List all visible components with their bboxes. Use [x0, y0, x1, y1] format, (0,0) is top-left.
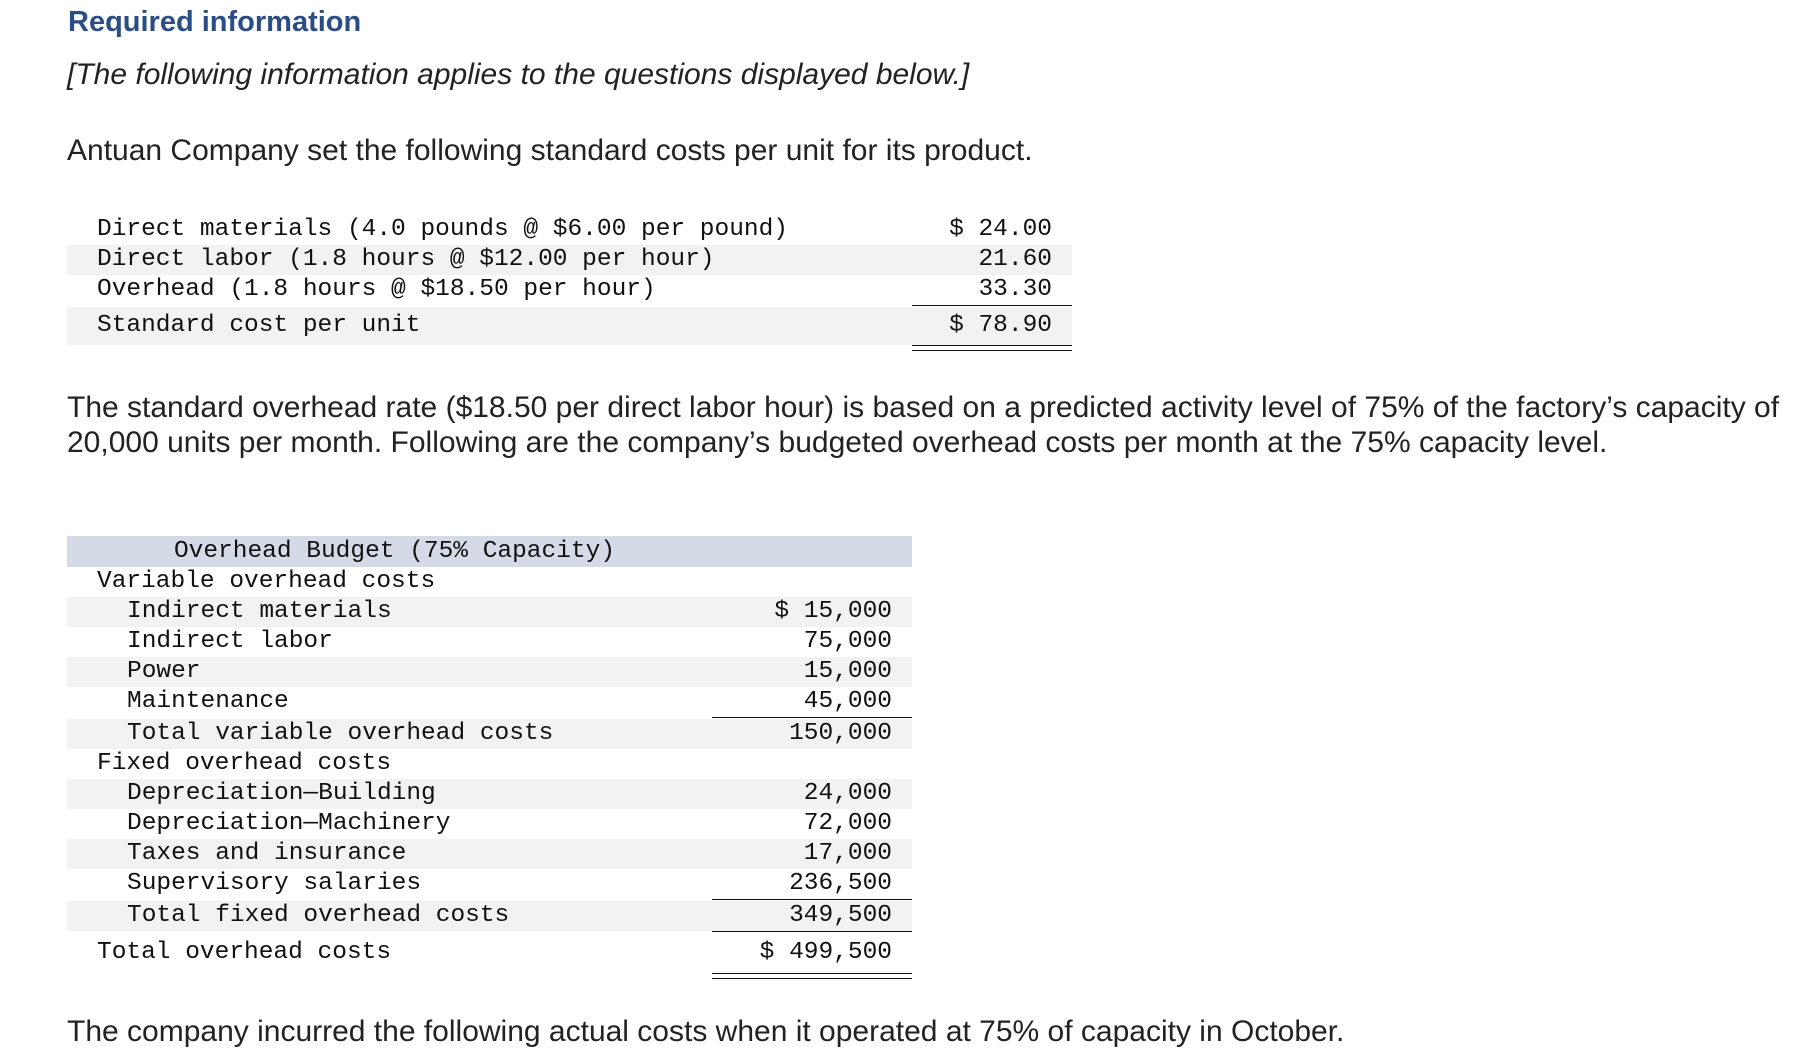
row-value: 236,500	[789, 870, 892, 897]
row-label: Total fixed overhead costs	[127, 902, 510, 929]
row-value: 17,000	[803, 840, 892, 867]
subtotal-rule	[912, 305, 1072, 306]
row-label: Maintenance	[127, 688, 289, 715]
row-label: Direct labor (1.8 hours @ $12.00 per hour)	[97, 246, 715, 273]
row-value: 45,000	[803, 688, 892, 715]
intro-text: Antuan Company set the following standard costs per unit for its product.	[67, 134, 1033, 167]
standard-cost-row	[67, 275, 1072, 305]
row-label: Supervisory salaries	[127, 870, 422, 897]
row-value: 33.30	[978, 276, 1052, 303]
variable-overhead-heading: Variable overhead costs	[97, 568, 436, 595]
row-value: $ 15,000	[774, 598, 892, 625]
budget-row	[67, 687, 912, 717]
overhead-rate-paragraph: The standard overhead rate ($18.50 per direct labor hour) is based on a predicted activity level of 75% of the factory’s capacity of 20,000 units per month. Following are the company’s budgeted overhead costs per month at the 75% capacity level.	[67, 391, 1780, 459]
row-label: Depreciation—Machinery	[127, 810, 451, 837]
subtotal-rule	[712, 931, 912, 932]
total-value: $ 78.90	[949, 312, 1052, 339]
row-label: Overhead (1.8 hours @ $18.50 per hour)	[97, 276, 656, 303]
budget-row	[67, 869, 912, 899]
total-double-rule	[712, 973, 912, 979]
row-label: Depreciation—Building	[127, 780, 436, 807]
row-value: 72,000	[803, 810, 892, 837]
variable-heading-row	[67, 567, 912, 597]
row-label: Taxes and insurance	[127, 840, 407, 867]
overhead-budget-title-row	[67, 536, 912, 567]
budget-row	[67, 809, 912, 839]
budget-row	[67, 657, 912, 687]
subtotal-rule	[712, 717, 912, 718]
budget-row	[67, 597, 912, 627]
row-value: 75,000	[803, 628, 892, 655]
row-label: Indirect materials	[127, 598, 392, 625]
row-label: Total variable overhead costs	[127, 720, 554, 747]
budget-row	[67, 627, 912, 657]
fixed-total-row	[67, 901, 912, 931]
budget-row	[67, 839, 912, 869]
standard-cost-table	[67, 215, 1072, 355]
grand-total-row	[67, 933, 912, 973]
applies-note: [The following information applies to the questions displayed below.]	[67, 58, 970, 91]
standard-cost-row	[67, 215, 1072, 245]
variable-total-row	[67, 719, 912, 749]
row-value: 15,000	[803, 658, 892, 685]
row-value: 349,500	[789, 902, 892, 929]
row-label: Total overhead costs	[97, 939, 392, 966]
overhead-budget-table	[67, 536, 912, 986]
subtotal-rule	[712, 899, 912, 900]
total-label: Standard cost per unit	[97, 312, 421, 339]
row-value: 24,000	[803, 780, 892, 807]
budget-row	[67, 779, 912, 809]
standard-cost-row	[67, 245, 1072, 275]
row-value: 150,000	[789, 720, 892, 747]
standard-cost-total-row	[67, 307, 1072, 345]
row-label: Power	[127, 658, 201, 685]
row-value: 21.60	[978, 246, 1052, 273]
fixed-heading-row	[67, 749, 912, 779]
row-value: $ 24.00	[949, 216, 1052, 243]
row-label: Direct materials (4.0 pounds @ $6.00 per pound)	[97, 216, 789, 243]
overhead-budget-title: Overhead Budget (75% Capacity)	[173, 538, 616, 565]
row-label: Indirect labor	[127, 628, 333, 655]
fixed-overhead-heading: Fixed overhead costs	[97, 750, 392, 777]
required-information-heading: Required information	[68, 6, 362, 38]
closing-text: The company incurred the following actual costs when it operated at 75% of capacity in October.	[67, 1015, 1345, 1048]
row-value: $ 499,500	[759, 939, 892, 966]
total-double-rule	[912, 345, 1072, 351]
